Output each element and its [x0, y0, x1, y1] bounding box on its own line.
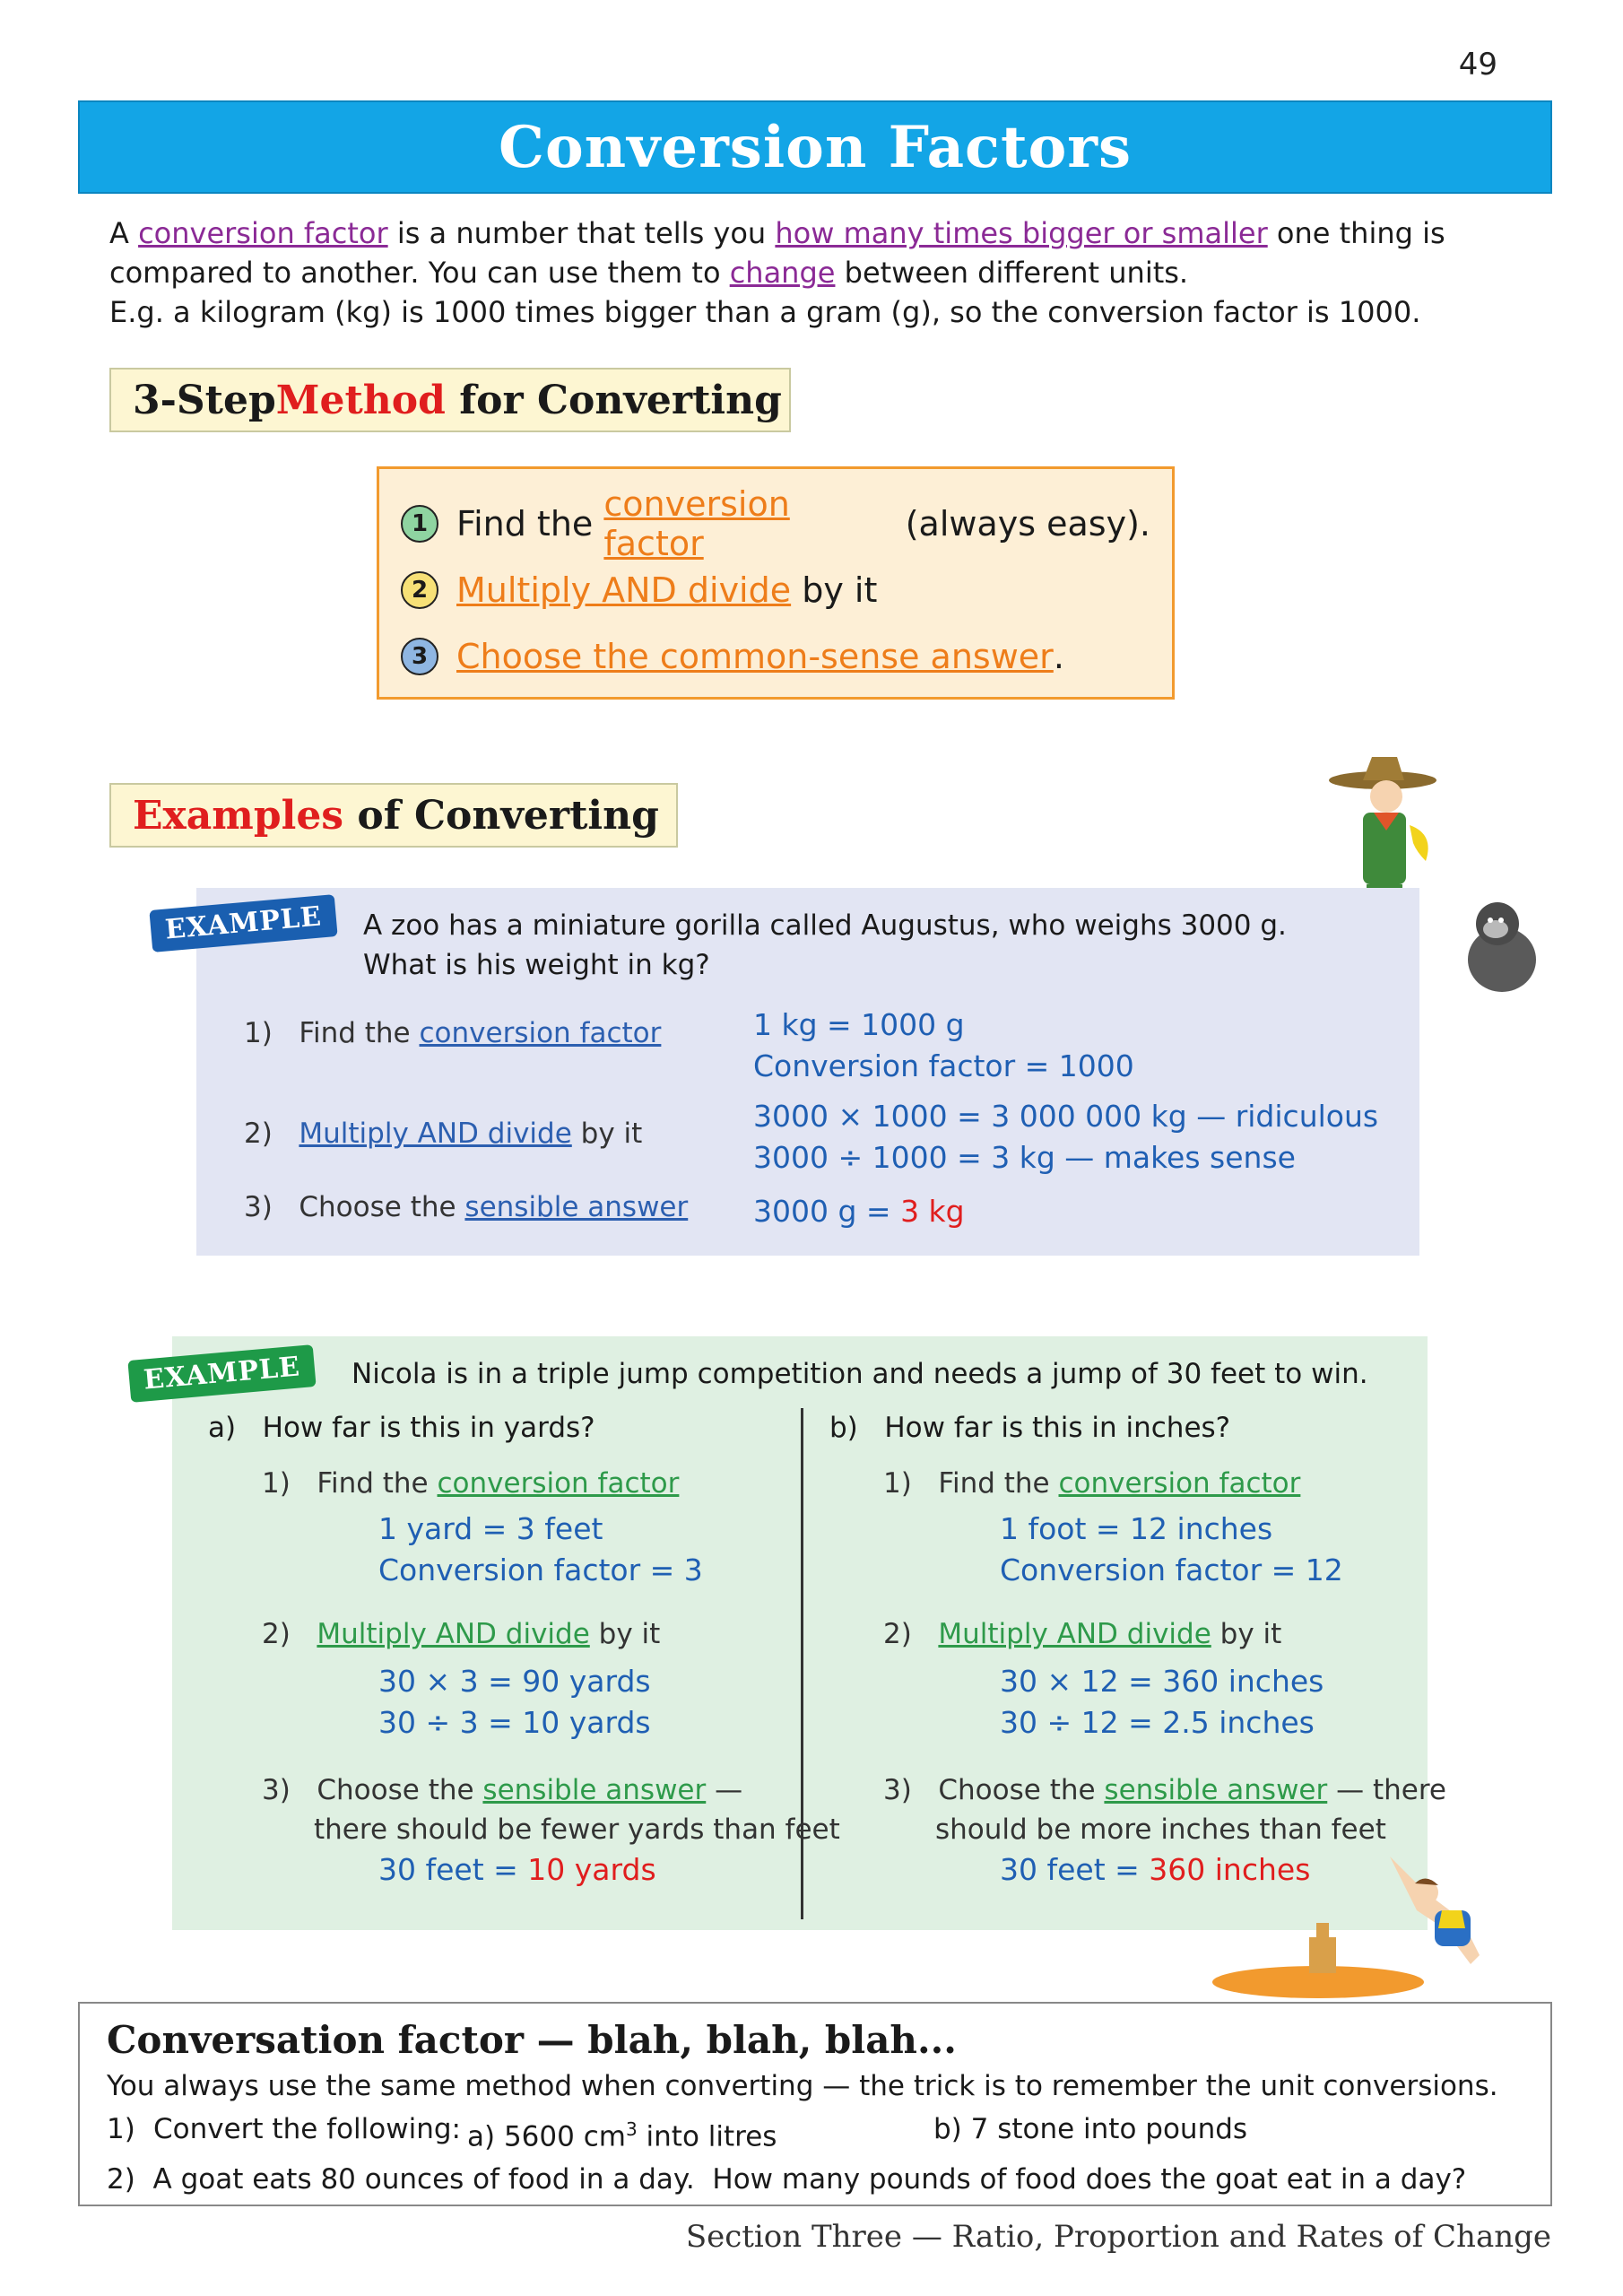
a-answer-2 [378, 1661, 651, 1744]
answer-line: 3000 ÷ 1000 = 3 kg — makes sense [753, 1140, 1296, 1175]
a-answer-1 [378, 1509, 703, 1591]
intro-example: E.g. a kilogram (kg) is 1000 times bigger than a gram (g), so the conversion factor is 1000. [109, 295, 1421, 329]
part-b-question [829, 1408, 1230, 1448]
example-badge-2: EXAMPLE [127, 1344, 316, 1403]
step-1 [401, 484, 1150, 563]
answer-line: 1 yard = 3 feet [378, 1511, 603, 1546]
final-answer: 10 yards [527, 1852, 656, 1887]
superscript: 3 [625, 2118, 638, 2140]
ex1-answer-2 [753, 1096, 1378, 1178]
step-text: — there [1327, 1774, 1446, 1806]
heading-text: for Converting [445, 377, 782, 423]
step-link: conversion factor [1058, 1467, 1301, 1500]
question-line: A zoo has a miniature gorilla called Augustus, who weighs 3000 g. [363, 909, 1287, 942]
method-heading [109, 368, 791, 432]
step-text: Find the [938, 1467, 1059, 1500]
answer-line: 30 ÷ 12 = 2.5 inches [1000, 1705, 1315, 1740]
answer-line: Conversion factor = 1000 [753, 1048, 1134, 1083]
b-answer-1 [1000, 1509, 1343, 1591]
part-label: b) [829, 1412, 858, 1444]
a-step-2 [262, 1614, 660, 1654]
b-answer-2 [1000, 1661, 1324, 1744]
step-link: Multiply AND divide [299, 1118, 572, 1150]
part-question: How far is this in yards? [262, 1412, 595, 1444]
change-link: change [729, 256, 836, 290]
step-number-2: 2 [401, 571, 438, 609]
step-text: by it [589, 1618, 661, 1650]
answer-line: 30 ÷ 3 = 10 yards [378, 1705, 651, 1740]
step-text: by it [571, 1118, 643, 1150]
final-answer: 360 inches [1149, 1852, 1311, 1887]
intro-text: between different units. [835, 256, 1189, 290]
step-text: Choose the [317, 1774, 483, 1806]
answer-line: Conversion factor = 12 [1000, 1552, 1343, 1587]
answer-line: 3000 × 1000 = 3 000 000 kg — ridiculous [753, 1099, 1379, 1134]
page-title: Conversion Factors [499, 113, 1132, 181]
step-num: 2) [883, 1618, 912, 1650]
example-badge-1: EXAMPLE [149, 894, 337, 952]
step-num: 3) [262, 1774, 291, 1806]
step-link: Multiply AND divide [317, 1618, 590, 1650]
step-number-1: 1 [401, 505, 438, 543]
question-line: What is his weight in kg? [363, 949, 710, 981]
step-link: sensible answer [464, 1191, 689, 1223]
intro-text: compared to another. You can use them to [109, 256, 730, 290]
a-step-3 [262, 1770, 840, 1849]
step-num: 2) [262, 1618, 291, 1650]
part-label: a) [208, 1412, 237, 1444]
answer-line: 1 foot = 12 inches [1000, 1511, 1273, 1546]
step-3 [401, 623, 1150, 690]
step-text: by it [791, 570, 878, 610]
example-2-question: Nicola is in a triple jump competition and needs a jump of 30 feet to win. [352, 1358, 1368, 1390]
step-text: should be more inches than feet [935, 1813, 1386, 1846]
step-link: sensible answer [482, 1774, 707, 1806]
ex1-answer-1 [753, 1004, 1134, 1087]
gorilla-illustration [1462, 897, 1542, 996]
step-text: Find the [317, 1467, 438, 1500]
heading-highlight: Method [275, 377, 446, 423]
page-number: 49 [1458, 47, 1497, 83]
step-num: 2) [244, 1118, 273, 1150]
triple-jumper-illustration [1211, 1830, 1515, 2000]
step-text: . [1053, 637, 1064, 676]
heading-text: 3-Step [133, 377, 276, 423]
conversion-factor-link: conversion factor [138, 216, 388, 250]
summary-question-1 [107, 2108, 1523, 2158]
ex1-step-2 [244, 1114, 642, 1153]
ex1-answer-3 [753, 1191, 965, 1232]
step-num: 3) [244, 1191, 273, 1223]
step-num: 1) [244, 1017, 273, 1049]
question-text: Convert the following: [153, 2113, 461, 2145]
summary-question-2: 2) A goat eats 80 ounces of food in a day. How many pounds of food does the goat eat in a day? [107, 2163, 1467, 2196]
answer-line: 1 kg = 1000 g [753, 1007, 965, 1042]
title-banner [78, 100, 1552, 194]
part-a-question [208, 1408, 595, 1448]
step-text: Find the [456, 504, 604, 544]
step-number-3: 3 [401, 638, 438, 675]
step-link: sensible answer [1104, 1774, 1328, 1806]
steps-box [377, 466, 1175, 700]
answer-line: 30 × 12 = 360 inches [1000, 1664, 1324, 1699]
part-question: How far is this in inches? [884, 1412, 1231, 1444]
bigger-smaller-link: how many times bigger or smaller [775, 216, 1268, 250]
step-link: conversion factor [603, 484, 790, 563]
summary-title: Conversation factor — blah, blah, blah... [107, 2018, 957, 2062]
examples-heading [109, 783, 678, 848]
question-text: into litres [637, 2120, 777, 2153]
question-text: a) 5600 cm [467, 2120, 626, 2153]
answer-text: 30 feet = [378, 1852, 528, 1887]
ex1-step-1 [244, 1013, 661, 1053]
summary-line: You always use the same method when converting — the trick is to remember the unit conversions. [107, 2070, 1498, 2102]
step-text: there should be fewer yards than feet [314, 1813, 840, 1846]
ex1-step-3 [244, 1187, 688, 1227]
intro-text: one thing is [1267, 216, 1445, 250]
answer-line: 30 × 3 = 90 yards [378, 1664, 651, 1699]
a-step-1 [262, 1464, 679, 1503]
step-link: conversion factor [437, 1467, 680, 1500]
step-link: Multiply AND divide [456, 570, 792, 610]
answer-text: 3000 g = [753, 1194, 901, 1229]
step-num: 1) [883, 1467, 912, 1500]
example-1-question [363, 906, 1332, 985]
footer: Section Three — Ratio, Proportion and Rates of Change [685, 2219, 1551, 2255]
question-num: 1) [107, 2113, 135, 2145]
step-text: by it [1211, 1618, 1282, 1650]
step-num: 3) [883, 1774, 912, 1806]
b-step-1 [883, 1464, 1300, 1503]
question-part-b: b) 7 stone into pounds [933, 2113, 1248, 2145]
step-link: Choose the common-sense answer [456, 637, 1054, 676]
step-text: — [706, 1774, 743, 1806]
answer-line: Conversion factor = 3 [378, 1552, 703, 1587]
step-link: Multiply AND divide [938, 1618, 1211, 1650]
intro-text: A [109, 216, 139, 250]
intro-paragraph [109, 213, 1490, 332]
intro-text: is a number that tells you [387, 216, 776, 250]
heading-highlight: Examples [133, 792, 344, 839]
step-text: Choose the [938, 1774, 1105, 1806]
question-part-a [467, 2108, 933, 2158]
step-text: Find the [299, 1017, 420, 1049]
summary-box [78, 2002, 1552, 2206]
step-2 [401, 557, 1150, 623]
step-num: 1) [262, 1467, 291, 1500]
b-step-2 [883, 1614, 1281, 1654]
answer-text: 30 feet = [1000, 1852, 1150, 1887]
final-answer: 3 kg [900, 1194, 965, 1229]
step-text: (always easy). [894, 504, 1150, 544]
a-final-answer [378, 1849, 656, 1891]
step-link: conversion factor [419, 1017, 662, 1049]
step-text: Choose the [299, 1191, 465, 1223]
heading-text: of Converting [343, 792, 659, 839]
